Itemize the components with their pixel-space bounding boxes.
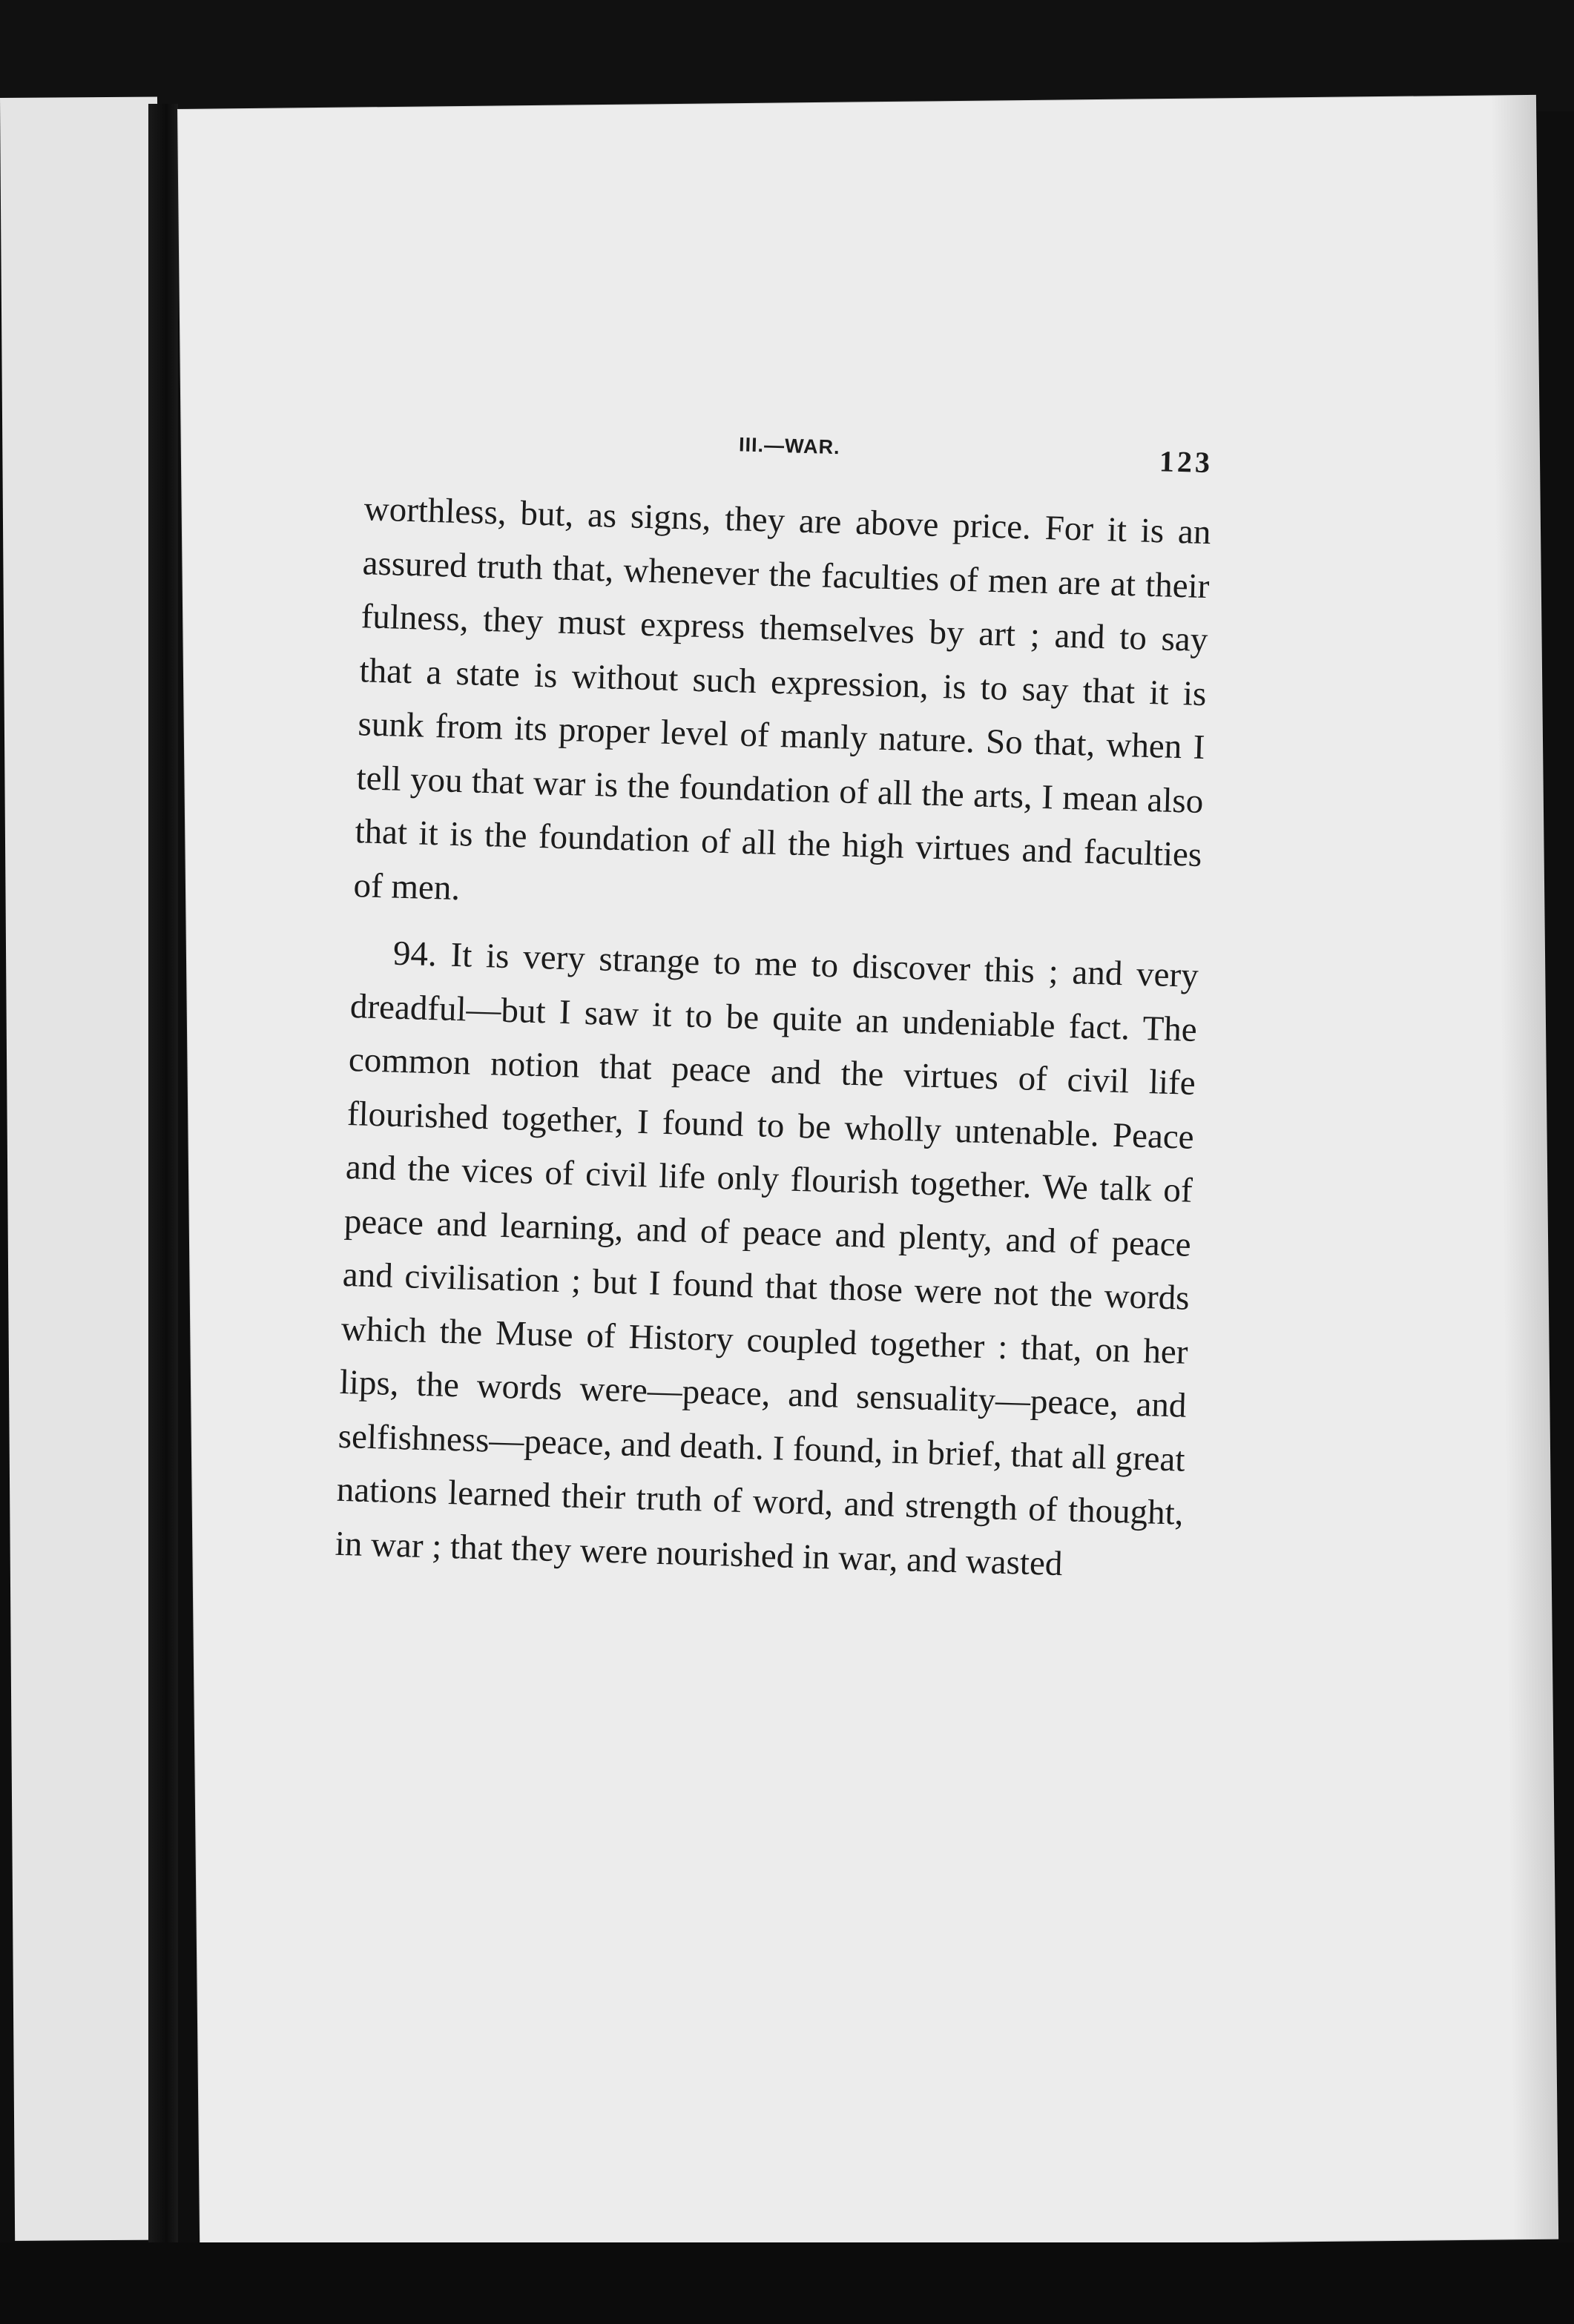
page-number: 123 <box>1159 444 1214 480</box>
scan-border-bottom <box>0 2242 1574 2324</box>
paragraph: 94. It is very strange to me to discover this ; and very dreadful—but I saw it to be quite an undeniable fact. The common notion that peace and the virtues of civil life flourished together, I found to be wholly untenable. Peace and the vices of civil life only flourish together. We talk of peace and learning, and of peace and plenty, and of peace and civilisation ; but I found that those were not the words which the Muse of History coupled together : that, on her lips, the words were—peace, and sensuality—peace, and selfishness—peace, and death. I found, in brief, that all great nations learned their truth of word, and strength of thought, in war ; that they were nourished in war, and wasted <box>335 934 1199 1583</box>
section-title: III.—WAR. <box>738 433 841 459</box>
book-page <box>178 96 1558 2253</box>
facing-page-edge <box>0 97 172 2241</box>
paragraph: worthless, but, as signs, they are above price. For it is an assured truth that, whenever the faculties of men are at their fulness, they must express themselves by art ; and to say that a state is without such expression, is to say that it is sunk from its proper level of manly nature. So that, when I tell you that war is the foundation of all the arts, I mean also that it is the foundation of all the high virtues and faculties of men. <box>352 489 1212 908</box>
book-gutter <box>148 104 178 2254</box>
scan-border-top <box>0 0 1574 111</box>
text-block <box>335 415 1214 1594</box>
